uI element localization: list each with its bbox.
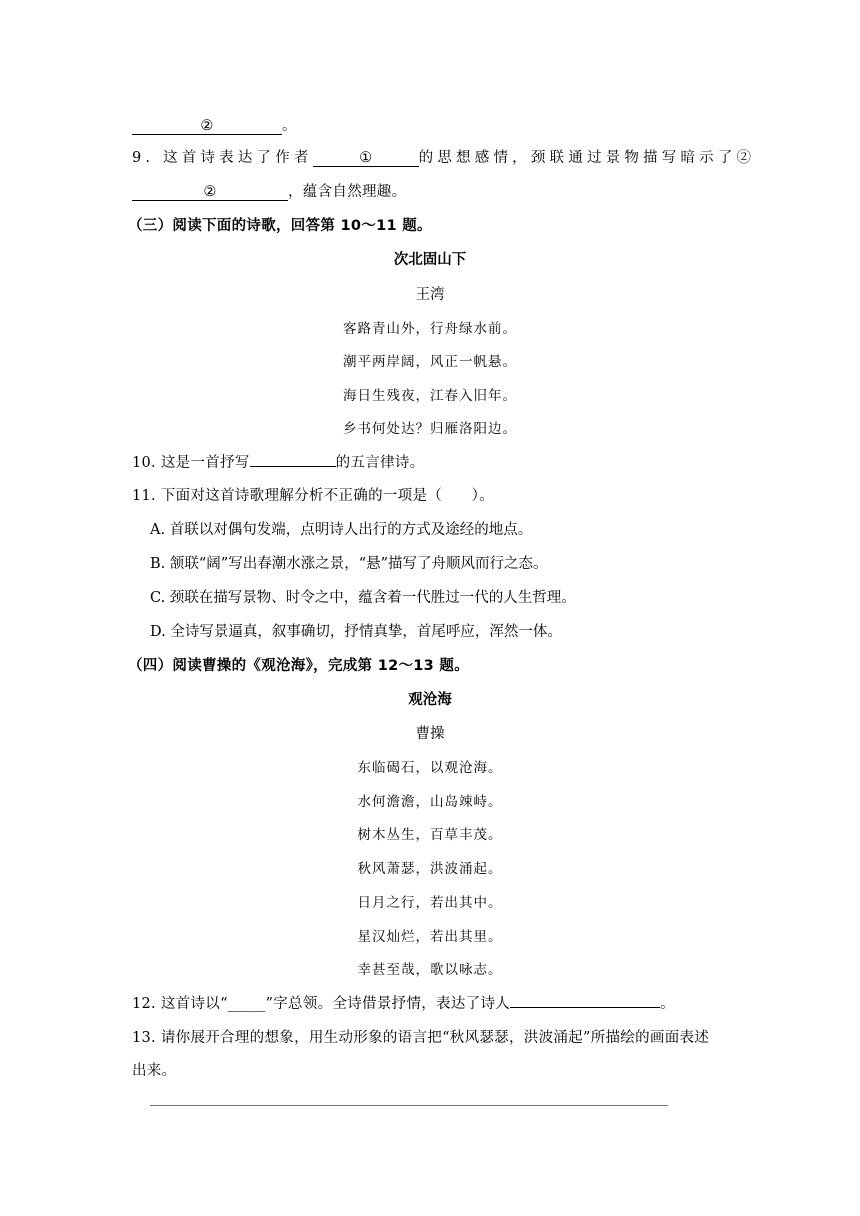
answer-blank <box>510 1007 660 1008</box>
question-12 <box>132 992 675 1013</box>
answer-blank-2: ② <box>132 184 288 201</box>
question-10 <box>132 451 424 472</box>
poem-line: 海日生残夜，江春入旧年。 <box>343 388 517 404</box>
answer-blank-2: ② <box>132 118 282 135</box>
q10-suffix: 的五言律诗。 <box>335 455 425 471</box>
q9-prefix: 9. 这首诗表达了作者 <box>132 150 313 166</box>
option-a: A. 首联以对偶句发端，点明诗人出行的方式及途经的地点。 <box>150 522 533 538</box>
poem-line: 客路青山外，行舟绿水前。 <box>343 321 517 337</box>
q9-suffix: ，蕴含自然理趣。 <box>288 184 407 200</box>
poem-line: 星汉灿烂，若出其里。 <box>357 929 503 945</box>
poem-author: 王湾 <box>415 287 445 303</box>
section-3-heading: （三）阅读下面的诗歌，回答第 10～11 题。 <box>128 218 432 234</box>
poem-line: 树木丛生，百草丰茂。 <box>357 827 503 843</box>
option-d: D. 全诗写景逼真，叙事确切，抒情真挚，首尾呼应，浑然一体。 <box>150 624 562 640</box>
poem-line: 乡书何处达？归雁洛阳边。 <box>343 421 517 437</box>
poem-title: 次北固山下 <box>393 252 467 268</box>
question-11: 11. 下面对这首诗歌理解分析不正确的一项是（ ）。 <box>132 488 495 504</box>
q10-prefix: 10. 这是一首抒写 <box>132 455 250 471</box>
section-4-heading: （四）阅读曹操的《观沧海》，完成第 12～13 题。 <box>128 658 470 674</box>
poem-author: 曹操 <box>415 726 445 742</box>
q12-middle: ”字总领。全诗借景抒情，表达了诗人 <box>265 996 511 1012</box>
q9-middle: 的思想感情，颈联通过景物描写暗示了② <box>418 150 756 166</box>
poem-line: 幸甚至哉，歌以咏志。 <box>357 962 503 978</box>
answer-blank: _____ <box>227 996 266 1012</box>
poem-line: 秋风萧瑟，洪波涌起。 <box>357 861 503 877</box>
answer-blank <box>250 466 336 467</box>
q8-tail <box>132 114 297 135</box>
q12-suffix: 。 <box>660 996 675 1012</box>
poem-line: 日月之行，若出其中。 <box>357 895 503 911</box>
poem-line: 潮平两岸阔，风正一帆悬。 <box>343 354 517 370</box>
question-13-cont: 出来。 <box>132 1063 177 1079</box>
q8-end: 。 <box>282 118 297 134</box>
poem-line: 水何澹澹，山岛竦峙。 <box>357 794 503 810</box>
question-9-cont <box>132 180 406 201</box>
answer-blank-1: ① <box>313 150 419 167</box>
poem-title: 观沧海 <box>408 692 452 708</box>
answer-line[interactable] <box>150 1105 668 1106</box>
question-13: 13. 请你展开合理的想象，用生动形象的语言把“秋风瑟瑟，洪波涌起”所描绘的画面表述 <box>132 1030 710 1046</box>
question-9 <box>132 146 755 167</box>
option-c: C. 颈联在描写景物、时令之中，蕴含着一代胜过一代的人生哲理。 <box>150 590 576 606</box>
poem-line: 东临碣石，以观沧海。 <box>357 760 503 776</box>
option-b: B. 颔联“阔”写出春潮水涨之景，“悬”描写了舟顺风而行之态。 <box>150 556 548 572</box>
q12-prefix: 12. 这首诗以“ <box>132 996 228 1012</box>
